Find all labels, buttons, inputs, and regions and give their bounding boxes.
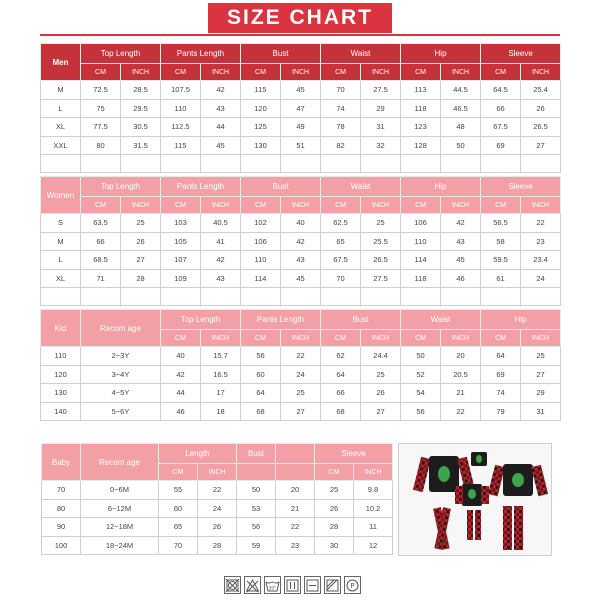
unit-cm: CM bbox=[401, 197, 441, 214]
value-cell: 17 bbox=[201, 384, 241, 403]
value-cell: 110 bbox=[401, 232, 441, 251]
value-cell: 80 bbox=[81, 136, 121, 155]
family-pajamas-illustration bbox=[399, 444, 552, 556]
unit-inch: INCH bbox=[361, 197, 401, 214]
value-cell: 27 bbox=[121, 251, 161, 270]
value-cell: 26 bbox=[198, 518, 237, 537]
value-cell: 43 bbox=[201, 269, 241, 288]
unit-inch: INCH bbox=[281, 330, 321, 347]
value-cell: 66 bbox=[481, 99, 521, 118]
unit-inch: INCH bbox=[201, 197, 241, 214]
table-row bbox=[42, 536, 393, 555]
value-cell: 115 bbox=[161, 136, 201, 155]
value-cell: 42 bbox=[281, 232, 321, 251]
value-cell: 22 bbox=[281, 347, 321, 366]
value-cell: 48 bbox=[441, 118, 481, 137]
value-cell: 44.5 bbox=[441, 81, 481, 100]
value-cell: 53 bbox=[237, 499, 276, 518]
men-col-header: Waist bbox=[321, 44, 401, 64]
value-cell: 45 bbox=[281, 81, 321, 100]
men-label: Men bbox=[41, 44, 81, 81]
value-cell: 23 bbox=[276, 536, 315, 555]
unit-inch: INCH bbox=[521, 197, 561, 214]
value-cell: 22 bbox=[198, 481, 237, 500]
spacer-row bbox=[41, 288, 561, 306]
unit-cm: CM bbox=[481, 197, 521, 214]
value-cell: 28 bbox=[315, 518, 354, 537]
value-cell: 50 bbox=[401, 347, 441, 366]
women-col-header: Hip bbox=[401, 177, 481, 197]
value-cell: 42 bbox=[201, 81, 241, 100]
kid-col-header: Top Length bbox=[161, 310, 241, 330]
value-cell: 27 bbox=[521, 365, 561, 384]
value-cell: 67.5 bbox=[321, 251, 361, 270]
unit-cm: CM bbox=[321, 197, 361, 214]
value-cell: 40.5 bbox=[201, 214, 241, 233]
value-cell: 60 bbox=[241, 365, 281, 384]
value-cell: 68 bbox=[241, 402, 281, 421]
value-cell: 15.7 bbox=[201, 347, 241, 366]
value-cell: 46.5 bbox=[441, 99, 481, 118]
value-cell: 66 bbox=[81, 232, 121, 251]
spacer-row bbox=[41, 155, 561, 173]
kid-col-header: Waist bbox=[401, 310, 481, 330]
value-cell: 77.5 bbox=[81, 118, 121, 137]
value-cell: 21 bbox=[276, 499, 315, 518]
size-cell: 120 bbox=[41, 365, 81, 384]
value-cell: 64 bbox=[321, 365, 361, 384]
women-col-header: Top Length bbox=[81, 177, 161, 197]
unit-cm: CM bbox=[321, 64, 361, 81]
value-cell: 12~18M bbox=[81, 518, 159, 537]
value-cell: 128 bbox=[401, 136, 441, 155]
value-cell: 27 bbox=[361, 402, 401, 421]
value-cell: 27.5 bbox=[361, 269, 401, 288]
value-cell: 27 bbox=[521, 136, 561, 155]
value-cell: 29.5 bbox=[121, 99, 161, 118]
men-col-header: Hip bbox=[401, 44, 481, 64]
value-cell: 106 bbox=[241, 232, 281, 251]
size-cell: M bbox=[41, 232, 81, 251]
size-cell: M bbox=[41, 81, 81, 100]
value-cell: 114 bbox=[241, 269, 281, 288]
value-cell: 25.5 bbox=[361, 232, 401, 251]
value-cell: 49 bbox=[281, 118, 321, 137]
unit-inch: INCH bbox=[441, 330, 481, 347]
unit-inch: INCH bbox=[441, 197, 481, 214]
value-cell: 30 bbox=[315, 536, 354, 555]
table-row bbox=[41, 251, 561, 270]
unit-cm: CM bbox=[481, 330, 521, 347]
table-row bbox=[41, 118, 561, 137]
value-cell: 71 bbox=[81, 269, 121, 288]
value-cell: 123 bbox=[401, 118, 441, 137]
value-cell: 16.5 bbox=[201, 365, 241, 384]
value-cell: 110 bbox=[241, 251, 281, 270]
size-chart-title: SIZE CHART bbox=[208, 3, 392, 33]
table-row bbox=[41, 347, 561, 366]
value-cell: 74 bbox=[321, 99, 361, 118]
value-cell: 130 bbox=[241, 136, 281, 155]
value-cell: 114 bbox=[401, 251, 441, 270]
drip-dry-icon bbox=[324, 576, 341, 594]
value-cell: 3~4Y bbox=[81, 365, 161, 384]
value-cell: 22 bbox=[441, 402, 481, 421]
value-cell: 110 bbox=[161, 99, 201, 118]
size-cell: XL bbox=[41, 118, 81, 137]
unit-inch: INCH bbox=[198, 464, 237, 481]
size-cell: L bbox=[41, 99, 81, 118]
baby-col-header: Sleeve bbox=[315, 444, 393, 464]
value-cell: 79 bbox=[481, 402, 521, 421]
value-cell: 27.5 bbox=[361, 81, 401, 100]
value-cell: 106 bbox=[401, 214, 441, 233]
unit-cm: CM bbox=[315, 464, 354, 481]
value-cell: 26 bbox=[361, 384, 401, 403]
unit-cm: CM bbox=[241, 197, 281, 214]
value-cell: 26.5 bbox=[521, 118, 561, 137]
value-cell: 18 bbox=[201, 402, 241, 421]
women-col-header: Pants Length bbox=[161, 177, 241, 197]
baby-size-table bbox=[41, 443, 393, 555]
table-row bbox=[42, 518, 393, 537]
dry-clean-letter: P bbox=[350, 581, 355, 590]
table-row bbox=[42, 481, 393, 500]
size-cell: 100 bbox=[42, 536, 81, 555]
value-cell: 64.5 bbox=[481, 81, 521, 100]
value-cell: 50 bbox=[441, 136, 481, 155]
value-cell: 27 bbox=[281, 402, 321, 421]
value-cell: 109 bbox=[161, 269, 201, 288]
value-cell: 113 bbox=[401, 81, 441, 100]
title-underline bbox=[40, 34, 560, 36]
women-col-header: Sleeve bbox=[481, 177, 561, 197]
size-cell: XL bbox=[41, 269, 81, 288]
value-cell: 22 bbox=[276, 518, 315, 537]
wash-temp-label: 30° bbox=[268, 586, 277, 591]
value-cell: 29 bbox=[521, 384, 561, 403]
value-cell: 2~3Y bbox=[81, 347, 161, 366]
value-cell: 120 bbox=[241, 99, 281, 118]
value-cell: 65 bbox=[159, 518, 198, 537]
unit-cm: CM bbox=[241, 64, 281, 81]
wash-30-icon bbox=[264, 576, 281, 594]
value-cell: 42 bbox=[441, 214, 481, 233]
no-bleach-icon bbox=[244, 576, 261, 594]
unit-cm: CM bbox=[159, 464, 198, 481]
unit-cm: CM bbox=[401, 330, 441, 347]
value-cell: 25 bbox=[315, 481, 354, 500]
unit-cm: CM bbox=[241, 330, 281, 347]
value-cell: 125 bbox=[241, 118, 281, 137]
value-cell: 70 bbox=[321, 269, 361, 288]
value-cell: 45 bbox=[281, 269, 321, 288]
value-cell: 26 bbox=[315, 499, 354, 518]
value-cell: 30.5 bbox=[121, 118, 161, 137]
value-cell: 26 bbox=[121, 232, 161, 251]
unit-inch: INCH bbox=[201, 64, 241, 81]
value-cell: 10.2 bbox=[354, 499, 393, 518]
value-cell: 46 bbox=[441, 269, 481, 288]
value-cell: 103 bbox=[161, 214, 201, 233]
value-cell: 62.5 bbox=[321, 214, 361, 233]
table-row bbox=[41, 136, 561, 155]
size-cell: 90 bbox=[42, 518, 81, 537]
value-cell: 41 bbox=[201, 232, 241, 251]
value-cell: 23.4 bbox=[521, 251, 561, 270]
value-cell: 65 bbox=[321, 232, 361, 251]
care-instructions bbox=[224, 576, 361, 596]
value-cell: 43 bbox=[441, 232, 481, 251]
table-row bbox=[41, 269, 561, 288]
value-cell: 24 bbox=[521, 269, 561, 288]
kid-col-header: Bust bbox=[321, 310, 401, 330]
value-cell: 40 bbox=[281, 214, 321, 233]
unit-cm: CM bbox=[161, 330, 201, 347]
women-size-table bbox=[40, 176, 561, 306]
unit-inch: INCH bbox=[361, 330, 401, 347]
value-cell: 28.5 bbox=[121, 81, 161, 100]
size-cell: 70 bbox=[42, 481, 81, 500]
table-row bbox=[41, 384, 561, 403]
value-cell: 64 bbox=[241, 384, 281, 403]
value-cell: 42 bbox=[201, 251, 241, 270]
size-cell: 130 bbox=[41, 384, 81, 403]
value-cell: 58 bbox=[481, 232, 521, 251]
value-cell: 68.5 bbox=[81, 251, 121, 270]
value-cell: 63.5 bbox=[81, 214, 121, 233]
size-cell: XXL bbox=[41, 136, 81, 155]
men-col-header: Bust bbox=[241, 44, 321, 64]
value-cell: 69 bbox=[481, 365, 521, 384]
kid-age-header: Recom age bbox=[81, 310, 161, 347]
value-cell: 102 bbox=[241, 214, 281, 233]
size-cell: S bbox=[41, 214, 81, 233]
kid-col-header: Hip bbox=[481, 310, 561, 330]
value-cell: 23 bbox=[521, 232, 561, 251]
value-cell: 44 bbox=[161, 384, 201, 403]
unit-cm: CM bbox=[161, 197, 201, 214]
value-cell: 31.5 bbox=[121, 136, 161, 155]
value-cell: 25.4 bbox=[521, 81, 561, 100]
value-cell: 56.5 bbox=[481, 214, 521, 233]
size-cell: 80 bbox=[42, 499, 81, 518]
value-cell: 0~6M bbox=[81, 481, 159, 500]
value-cell: 20 bbox=[276, 481, 315, 500]
unit-cm: CM bbox=[321, 330, 361, 347]
value-cell: 118 bbox=[401, 99, 441, 118]
value-cell: 54 bbox=[401, 384, 441, 403]
baby-col-header bbox=[276, 444, 315, 464]
value-cell: 44 bbox=[201, 118, 241, 137]
unit-inch: INCH bbox=[121, 64, 161, 81]
unit-cell bbox=[237, 464, 276, 481]
value-cell: 25 bbox=[121, 214, 161, 233]
value-cell: 42 bbox=[161, 365, 201, 384]
unit-inch: INCH bbox=[354, 464, 393, 481]
value-cell: 25 bbox=[361, 214, 401, 233]
women-label: Women bbox=[41, 177, 81, 214]
men-size-table bbox=[40, 43, 561, 173]
value-cell: 59.5 bbox=[481, 251, 521, 270]
value-cell: 22 bbox=[521, 214, 561, 233]
value-cell: 69 bbox=[481, 136, 521, 155]
kid-col-header: Pants Length bbox=[241, 310, 321, 330]
table-row bbox=[41, 214, 561, 233]
table-row bbox=[42, 499, 393, 518]
baby-label: Baby bbox=[42, 444, 81, 481]
unit-cm: CM bbox=[81, 64, 121, 81]
value-cell: 25 bbox=[521, 347, 561, 366]
value-cell: 45 bbox=[201, 136, 241, 155]
baby-col-header: Length bbox=[159, 444, 237, 464]
unit-inch: INCH bbox=[521, 330, 561, 347]
value-cell: 67.5 bbox=[481, 118, 521, 137]
value-cell: 24 bbox=[198, 499, 237, 518]
table-row bbox=[41, 81, 561, 100]
unit-cm: CM bbox=[481, 64, 521, 81]
value-cell: 59 bbox=[237, 536, 276, 555]
size-cell: L bbox=[41, 251, 81, 270]
kid-label: Kid bbox=[41, 310, 81, 347]
value-cell: 78 bbox=[321, 118, 361, 137]
table-row bbox=[41, 99, 561, 118]
value-cell: 31 bbox=[521, 402, 561, 421]
value-cell: 28 bbox=[198, 536, 237, 555]
value-cell: 31 bbox=[361, 118, 401, 137]
table-row bbox=[41, 365, 561, 384]
value-cell: 32 bbox=[361, 136, 401, 155]
value-cell: 118 bbox=[401, 269, 441, 288]
value-cell: 24.4 bbox=[361, 347, 401, 366]
value-cell: 5~6Y bbox=[81, 402, 161, 421]
unit-cell bbox=[276, 464, 315, 481]
unit-inch: INCH bbox=[281, 197, 321, 214]
value-cell: 47 bbox=[281, 99, 321, 118]
value-cell: 21 bbox=[441, 384, 481, 403]
value-cell: 55 bbox=[159, 481, 198, 500]
value-cell: 66 bbox=[321, 384, 361, 403]
value-cell: 105 bbox=[161, 232, 201, 251]
unit-cm: CM bbox=[401, 64, 441, 81]
value-cell: 18~24M bbox=[81, 536, 159, 555]
men-col-header: Top Length bbox=[81, 44, 161, 64]
dry-clean-p-icon bbox=[344, 576, 361, 594]
value-cell: 72.5 bbox=[81, 81, 121, 100]
unit-inch: INCH bbox=[201, 330, 241, 347]
size-cell: 110 bbox=[41, 347, 81, 366]
value-cell: 56 bbox=[241, 347, 281, 366]
unit-inch: INCH bbox=[521, 64, 561, 81]
value-cell: 107.5 bbox=[161, 81, 201, 100]
unit-cm: CM bbox=[81, 197, 121, 214]
line-dry-icon bbox=[284, 576, 301, 594]
value-cell: 68 bbox=[321, 402, 361, 421]
baby-col-header: Bust bbox=[237, 444, 276, 464]
value-cell: 70 bbox=[321, 81, 361, 100]
value-cell: 62 bbox=[321, 347, 361, 366]
value-cell: 25 bbox=[361, 365, 401, 384]
value-cell: 46 bbox=[161, 402, 201, 421]
value-cell: 60 bbox=[159, 499, 198, 518]
women-col-header: Bust bbox=[241, 177, 321, 197]
value-cell: 50 bbox=[237, 481, 276, 500]
product-photo bbox=[398, 443, 552, 556]
value-cell: 11 bbox=[354, 518, 393, 537]
unit-inch: INCH bbox=[361, 64, 401, 81]
value-cell: 26 bbox=[521, 99, 561, 118]
value-cell: 115 bbox=[241, 81, 281, 100]
value-cell: 29 bbox=[361, 99, 401, 118]
value-cell: 74 bbox=[481, 384, 521, 403]
value-cell: 6~12M bbox=[81, 499, 159, 518]
value-cell: 40 bbox=[161, 347, 201, 366]
adult-top-right bbox=[488, 464, 548, 496]
value-cell: 43 bbox=[281, 251, 321, 270]
value-cell: 43 bbox=[201, 99, 241, 118]
table-row bbox=[41, 232, 561, 251]
women-col-header: Waist bbox=[321, 177, 401, 197]
baby-age-header: Recom age bbox=[81, 444, 159, 481]
value-cell: 56 bbox=[237, 518, 276, 537]
value-cell: 45 bbox=[441, 251, 481, 270]
value-cell: 12 bbox=[354, 536, 393, 555]
men-col-header: Pants Length bbox=[161, 44, 241, 64]
no-tumble-dry-icon bbox=[224, 576, 241, 594]
men-col-header: Sleeve bbox=[481, 44, 561, 64]
value-cell: 64 bbox=[481, 347, 521, 366]
value-cell: 75 bbox=[81, 99, 121, 118]
value-cell: 4~5Y bbox=[81, 384, 161, 403]
unit-inch: INCH bbox=[121, 197, 161, 214]
value-cell: 70 bbox=[159, 536, 198, 555]
kid-size-table bbox=[40, 309, 561, 421]
value-cell: 26.5 bbox=[361, 251, 401, 270]
value-cell: 112.5 bbox=[161, 118, 201, 137]
value-cell: 52 bbox=[401, 365, 441, 384]
dry-flat-icon bbox=[304, 576, 321, 594]
unit-inch: INCH bbox=[281, 64, 321, 81]
value-cell: 82 bbox=[321, 136, 361, 155]
value-cell: 61 bbox=[481, 269, 521, 288]
value-cell: 56 bbox=[401, 402, 441, 421]
value-cell: 28 bbox=[121, 269, 161, 288]
value-cell: 9.8 bbox=[354, 481, 393, 500]
unit-cm: CM bbox=[161, 64, 201, 81]
value-cell: 20.5 bbox=[441, 365, 481, 384]
value-cell: 107 bbox=[161, 251, 201, 270]
value-cell: 20 bbox=[441, 347, 481, 366]
table-row bbox=[41, 402, 561, 421]
unit-inch: INCH bbox=[441, 64, 481, 81]
size-cell: 140 bbox=[41, 402, 81, 421]
value-cell: 25 bbox=[281, 384, 321, 403]
value-cell: 24 bbox=[281, 365, 321, 384]
value-cell: 51 bbox=[281, 136, 321, 155]
